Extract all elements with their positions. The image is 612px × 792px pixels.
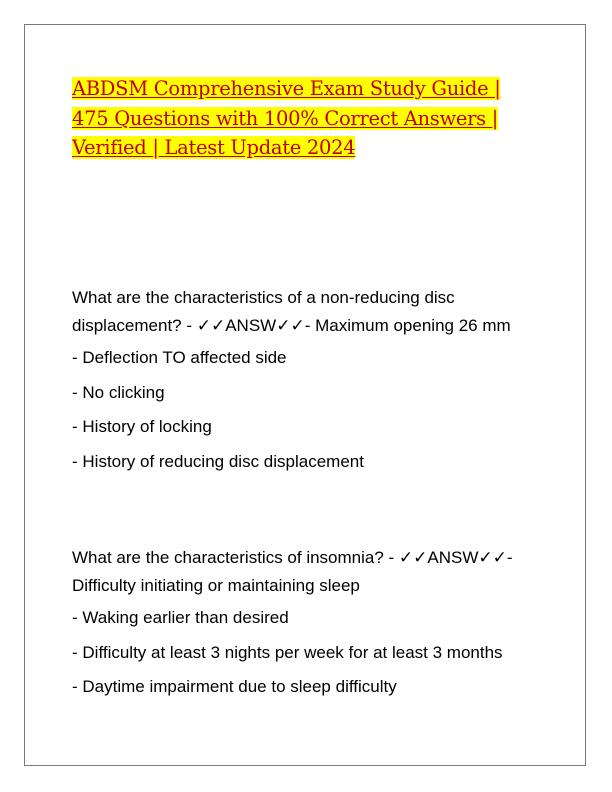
document-title-text: ABDSM Comprehensive Exam Study Guide | 475 Questions with 100% Correct Answers | Verified | Latest Update 2024 bbox=[72, 77, 501, 159]
answer-point: - No clicking bbox=[72, 382, 165, 402]
question-text: What are the characteristics of a non-reducing disc displacement? - ✓✓ANSW✓✓- Maximum opening 26 mm bbox=[72, 288, 511, 335]
answer-point: - History of reducing disc displacement bbox=[72, 451, 364, 471]
answer-point: - Daytime impairment due to sleep difficulty bbox=[72, 677, 397, 696]
document-title bbox=[72, 74, 542, 163]
qa-block-insomnia bbox=[72, 544, 552, 709]
answer-point: - Deflection TO affected side bbox=[72, 348, 287, 367]
answer-point: - Difficulty at least 3 nights per week for at least 3 months bbox=[72, 642, 503, 662]
answer-point: - History of locking bbox=[72, 417, 212, 436]
answer-point: - Waking earlier than desired bbox=[72, 608, 289, 627]
qa-block-non-reducing-disc bbox=[72, 284, 552, 483]
question-text: What are the characteristics of insomnia? - ✓✓ANSW✓✓- Difficulty initiating or maintaining sleep bbox=[72, 548, 513, 595]
